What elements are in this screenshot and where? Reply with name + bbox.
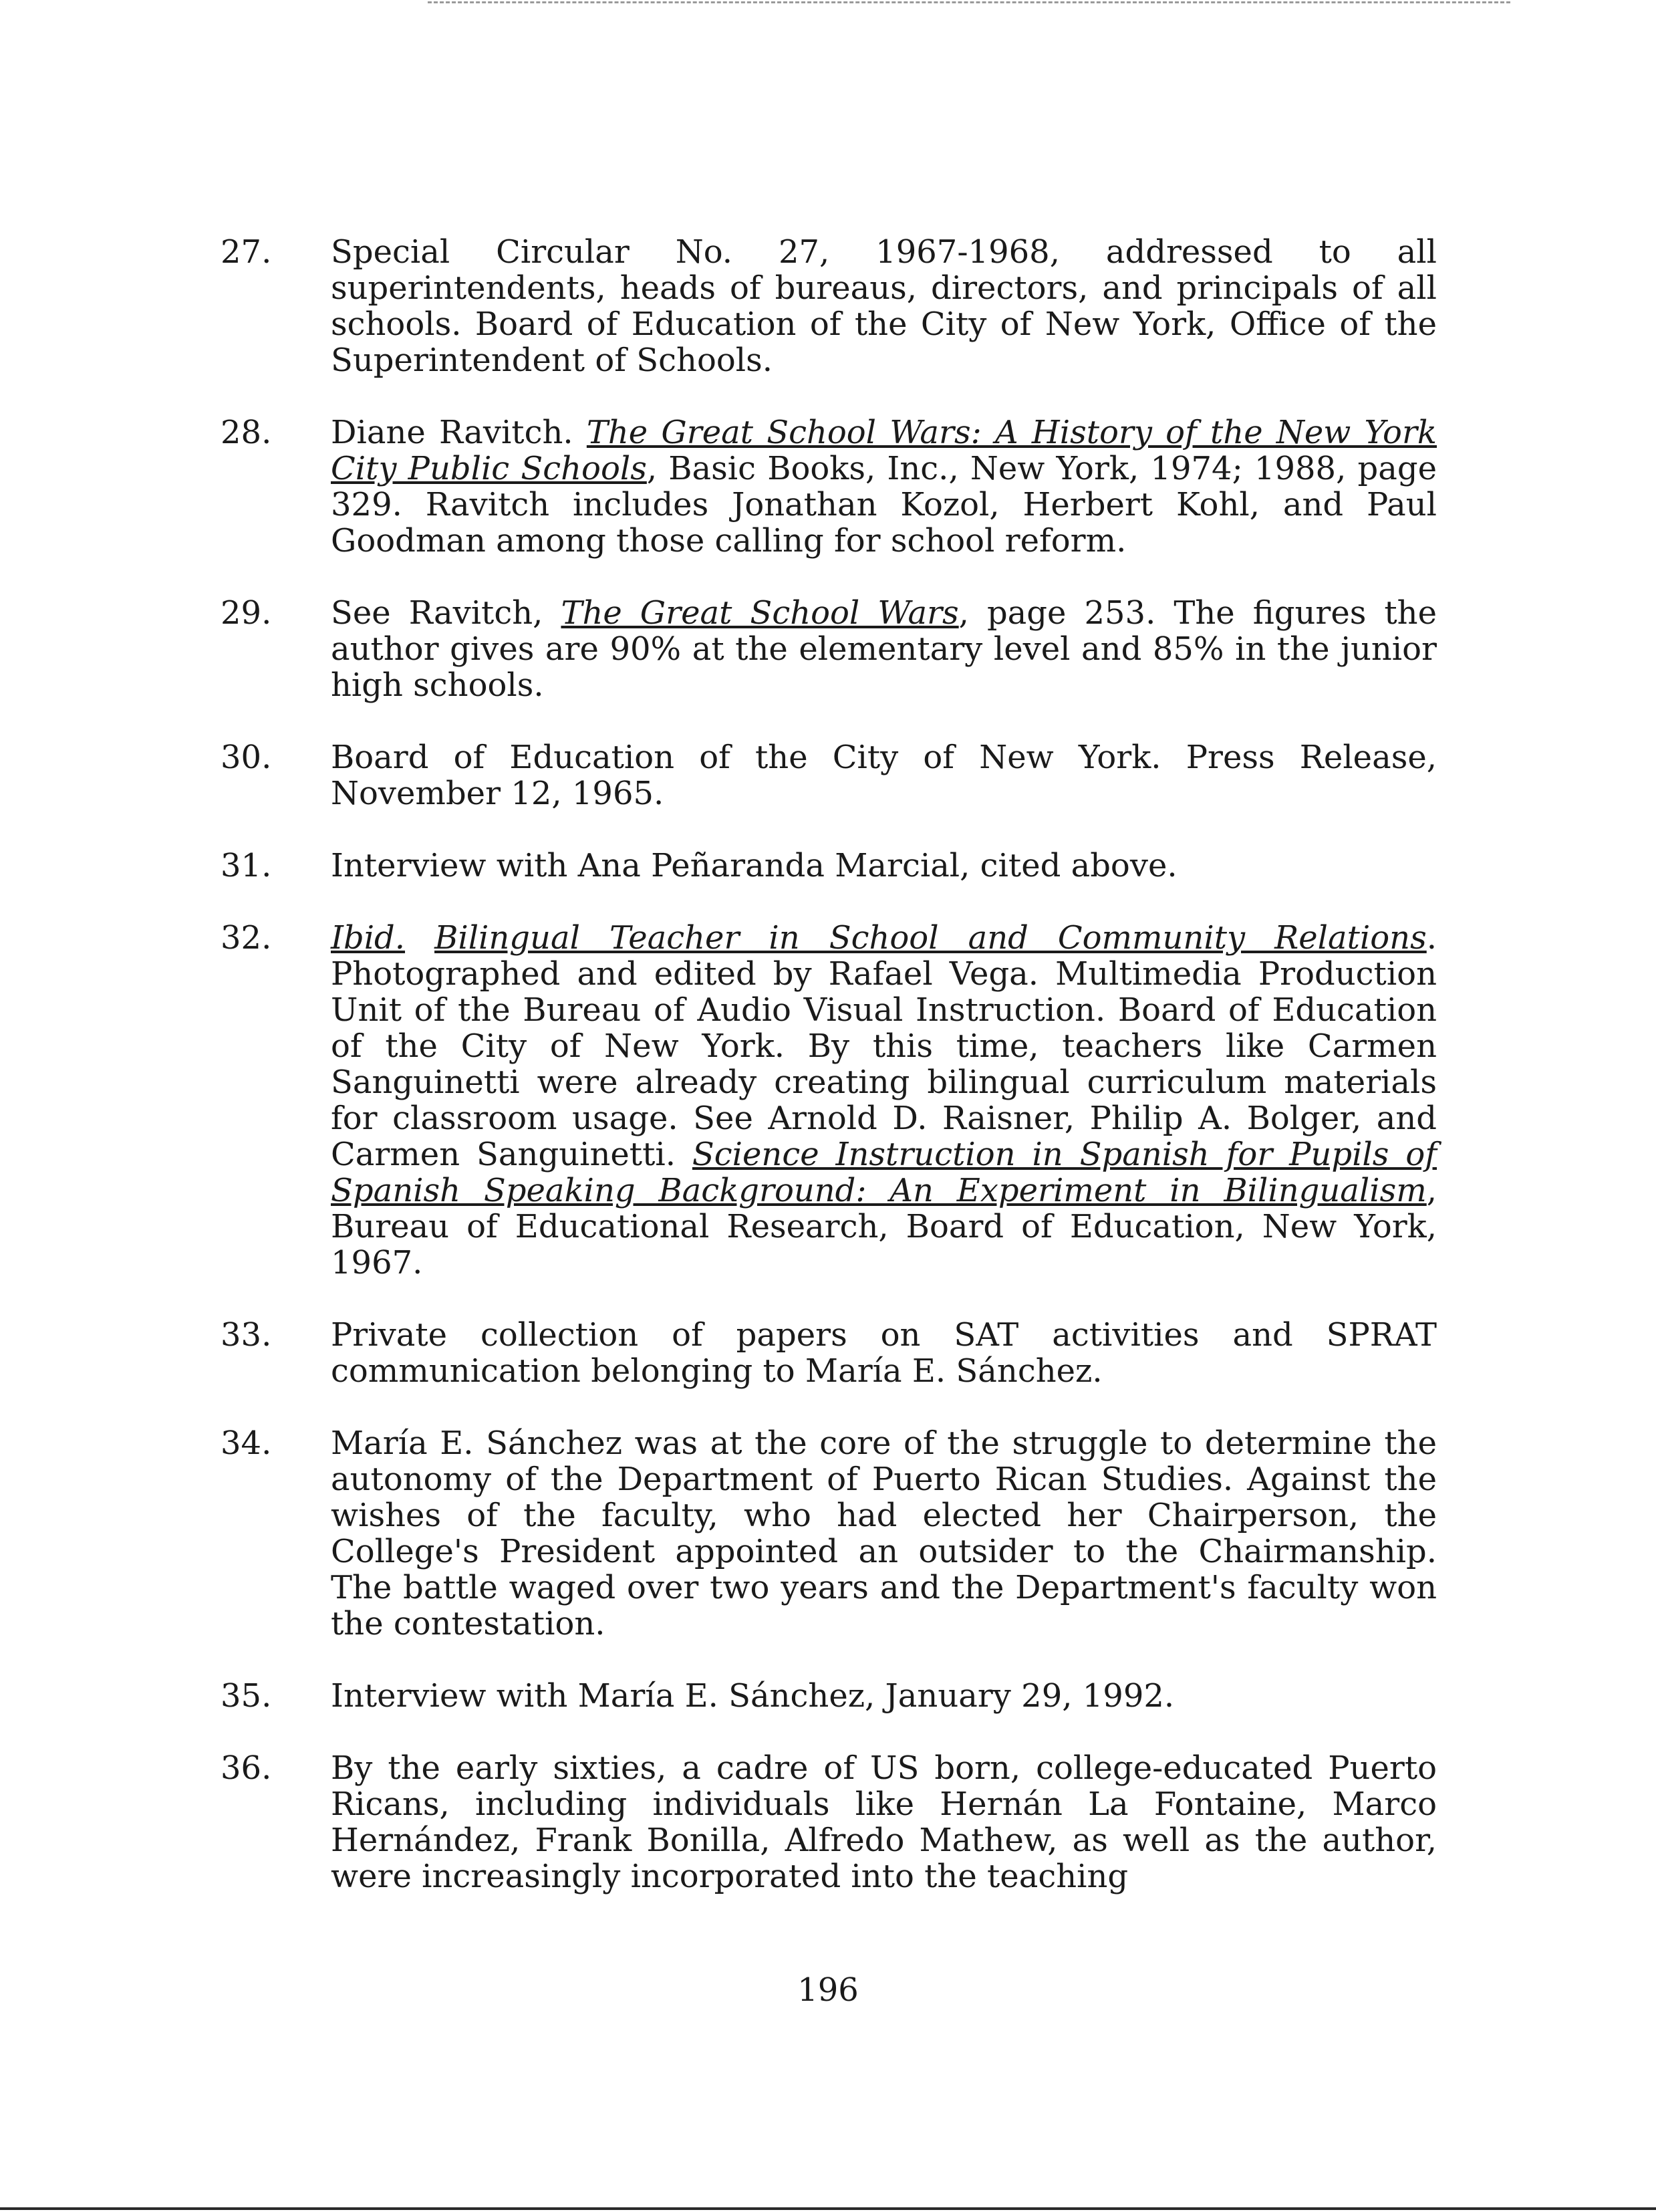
endnote-31 [221, 848, 1437, 884]
note-text: Private collection of papers on SAT activities and SPRAT communication belonging to María E. Sánchez. [331, 1316, 1437, 1390]
note-text: By the early sixties, a cadre of US born, college-educated Puerto Ricans, including individuals like Hernán La Fontaine, Marco Hernández, Frank Bonilla, Alfredo Mathew, as well as the author, were increasingly incorporated into the teaching [331, 1749, 1437, 1895]
endnote-27 [221, 234, 1437, 378]
note-number: 34. [221, 1425, 272, 1462]
ibid-reference: Ibid. [331, 919, 406, 957]
bottom-scan-edge [0, 2207, 1656, 2210]
book-title: The Great School Wars: A History of the New York City Public Schools [331, 414, 1437, 487]
note-number: 36. [221, 1749, 272, 1787]
endnote-30 [221, 739, 1437, 812]
note-text: Interview with María E. Sánchez, January 29, 1992. [331, 1677, 1175, 1715]
endnotes-list [221, 234, 1437, 1931]
film-title: Bilingual Teacher in School and Community Relations [434, 919, 1427, 957]
endnote-36 [221, 1750, 1437, 1894]
endnote-33 [221, 1317, 1437, 1389]
book-title: The Great School Wars [561, 594, 959, 632]
note-number: 32. [221, 919, 272, 957]
note-number: 27. [221, 233, 272, 271]
note-number: 33. [221, 1316, 272, 1354]
note-text: Board of Education of the City of New York. Press Release, November 12, 1965. [331, 739, 1437, 812]
note-text: See Ravitch, The Great School Wars, page 253. The figures the author gives are 90% at the elementary level and 85% in the junior high schools. [331, 594, 1437, 704]
note-number: 35. [221, 1677, 272, 1715]
top-scan-edge [428, 1, 1510, 3]
endnote-28 [221, 414, 1437, 559]
note-number: 31. [221, 847, 272, 884]
endnote-34 [221, 1425, 1437, 1642]
endnote-35 [221, 1678, 1437, 1714]
note-text: Diane Ravitch. The Great School Wars: A History of the New York City Public Schools, Basic Books, Inc., New York, 1974; 1988, page 329. Ravitch includes Jonathan Kozol, Herbert Kohl, and Paul Goodman among those calling for school reform. [331, 414, 1437, 560]
note-number: 29. [221, 594, 272, 632]
study-title: Science Instruction in Spanish for Pupils of Spanish Speaking Background: An Experiment in Bilingualism [331, 1136, 1437, 1209]
endnote-32 [221, 920, 1437, 1281]
note-text: María E. Sánchez was at the core of the struggle to determine the autonomy of the Department of Puerto Rican Studies. Against the wishes of the faculty, who had elected her Chairperson, the College's President appointed an outsider to the Chairmanship. The battle waged over two years and the Department's faculty won the contestation. [331, 1425, 1437, 1642]
note-text: Special Circular No. 27, 1967-1968, addressed to all superintendents, heads of bureaus, directors, and principals of all schools. Board of Education of the City of New York, Office of the Superintendent of Schools. [331, 233, 1437, 379]
note-text: Interview with Ana Peñaranda Marcial, cited above. [331, 847, 1178, 884]
endnote-29 [221, 595, 1437, 703]
page-number: 196 [797, 1971, 859, 2009]
note-number: 30. [221, 739, 272, 776]
note-text: Ibid. Bilingual Teacher in School and Community Relations. Photographed and edited by Rafael Vega. Multimedia Production Unit of the Bureau of Audio Visual Instruction. Board of Education of the City of New York. By this time, teachers like Carmen Sanguinetti were already creating bilingual curriculum materials for classroom usage. See Arnold D. Raisner, Philip A. Bolger, and Carmen Sanguinetti. Science Instruction in Spanish for Pupils of Spanish Speaking Background: An Experiment in Bilingualism, Bureau of Educational Research, Board of Education, New York, 1967. [331, 919, 1437, 1281]
note-number: 28. [221, 414, 272, 451]
